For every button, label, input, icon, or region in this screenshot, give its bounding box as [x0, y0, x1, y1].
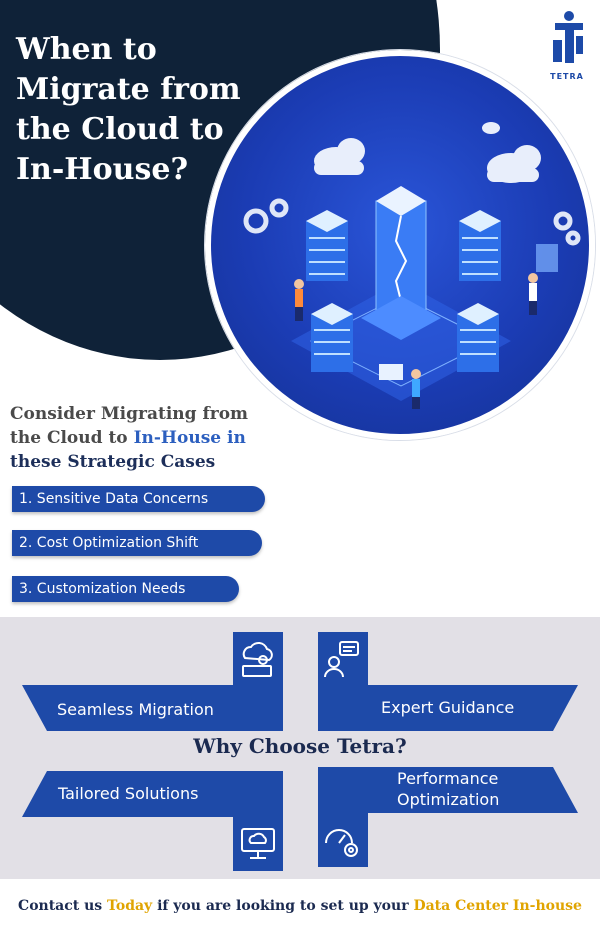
feature-label: Tailored Solutions — [58, 784, 199, 803]
expert-guidance-tile — [318, 632, 368, 686]
server-rack — [459, 210, 501, 281]
feature-performance-optimization[interactable] — [318, 767, 578, 813]
feature-tailored-solutions[interactable] — [22, 771, 283, 817]
page-title: When to Migrate from the Cloud to In-House? — [16, 32, 241, 187]
expert-chat-icon — [318, 632, 368, 686]
cloud-settings-tile — [233, 632, 283, 686]
server-rack — [311, 303, 353, 372]
cloud-icon — [314, 138, 365, 175]
feature-label: Performance — [397, 769, 499, 788]
logo-wordmark: TETRA — [550, 72, 584, 81]
why-choose-title: Why Choose Tetra? — [193, 734, 407, 758]
person-figure — [294, 279, 304, 321]
feature-expert-guidance[interactable] — [318, 685, 578, 731]
person-figure — [528, 273, 538, 315]
feature-seamless-migration[interactable] — [22, 685, 283, 731]
case-pill-cost-optimization[interactable]: 2. Cost Optimization Shift — [12, 530, 262, 556]
tailored-solutions-tile — [233, 817, 283, 871]
performance-tile — [318, 813, 368, 867]
strategic-cases-heading: Consider Migrating from the Cloud to In-House in these Strategic Cases — [10, 404, 249, 472]
cloud-icon — [487, 145, 541, 183]
cloud-monitor-icon — [233, 817, 283, 871]
feature-label: Optimization — [397, 790, 500, 809]
case-pill-sensitive-data[interactable]: 1. Sensitive Data Concerns — [12, 486, 265, 512]
datacenter-illustration — [205, 50, 595, 440]
case-pill-customization[interactable]: 3. Customization Needs — [12, 576, 239, 602]
person-figure — [411, 369, 421, 409]
feature-label: Expert Guidance — [381, 698, 515, 717]
contact-cta[interactable]: Contact us Today if you are looking to set up your Data Center In-house — [18, 898, 582, 914]
cloud-settings-icon — [233, 632, 283, 686]
gauge-gear-icon — [318, 813, 368, 867]
feature-label: Seamless Migration — [57, 700, 214, 719]
server-rack — [457, 303, 499, 372]
server-rack — [306, 210, 348, 281]
